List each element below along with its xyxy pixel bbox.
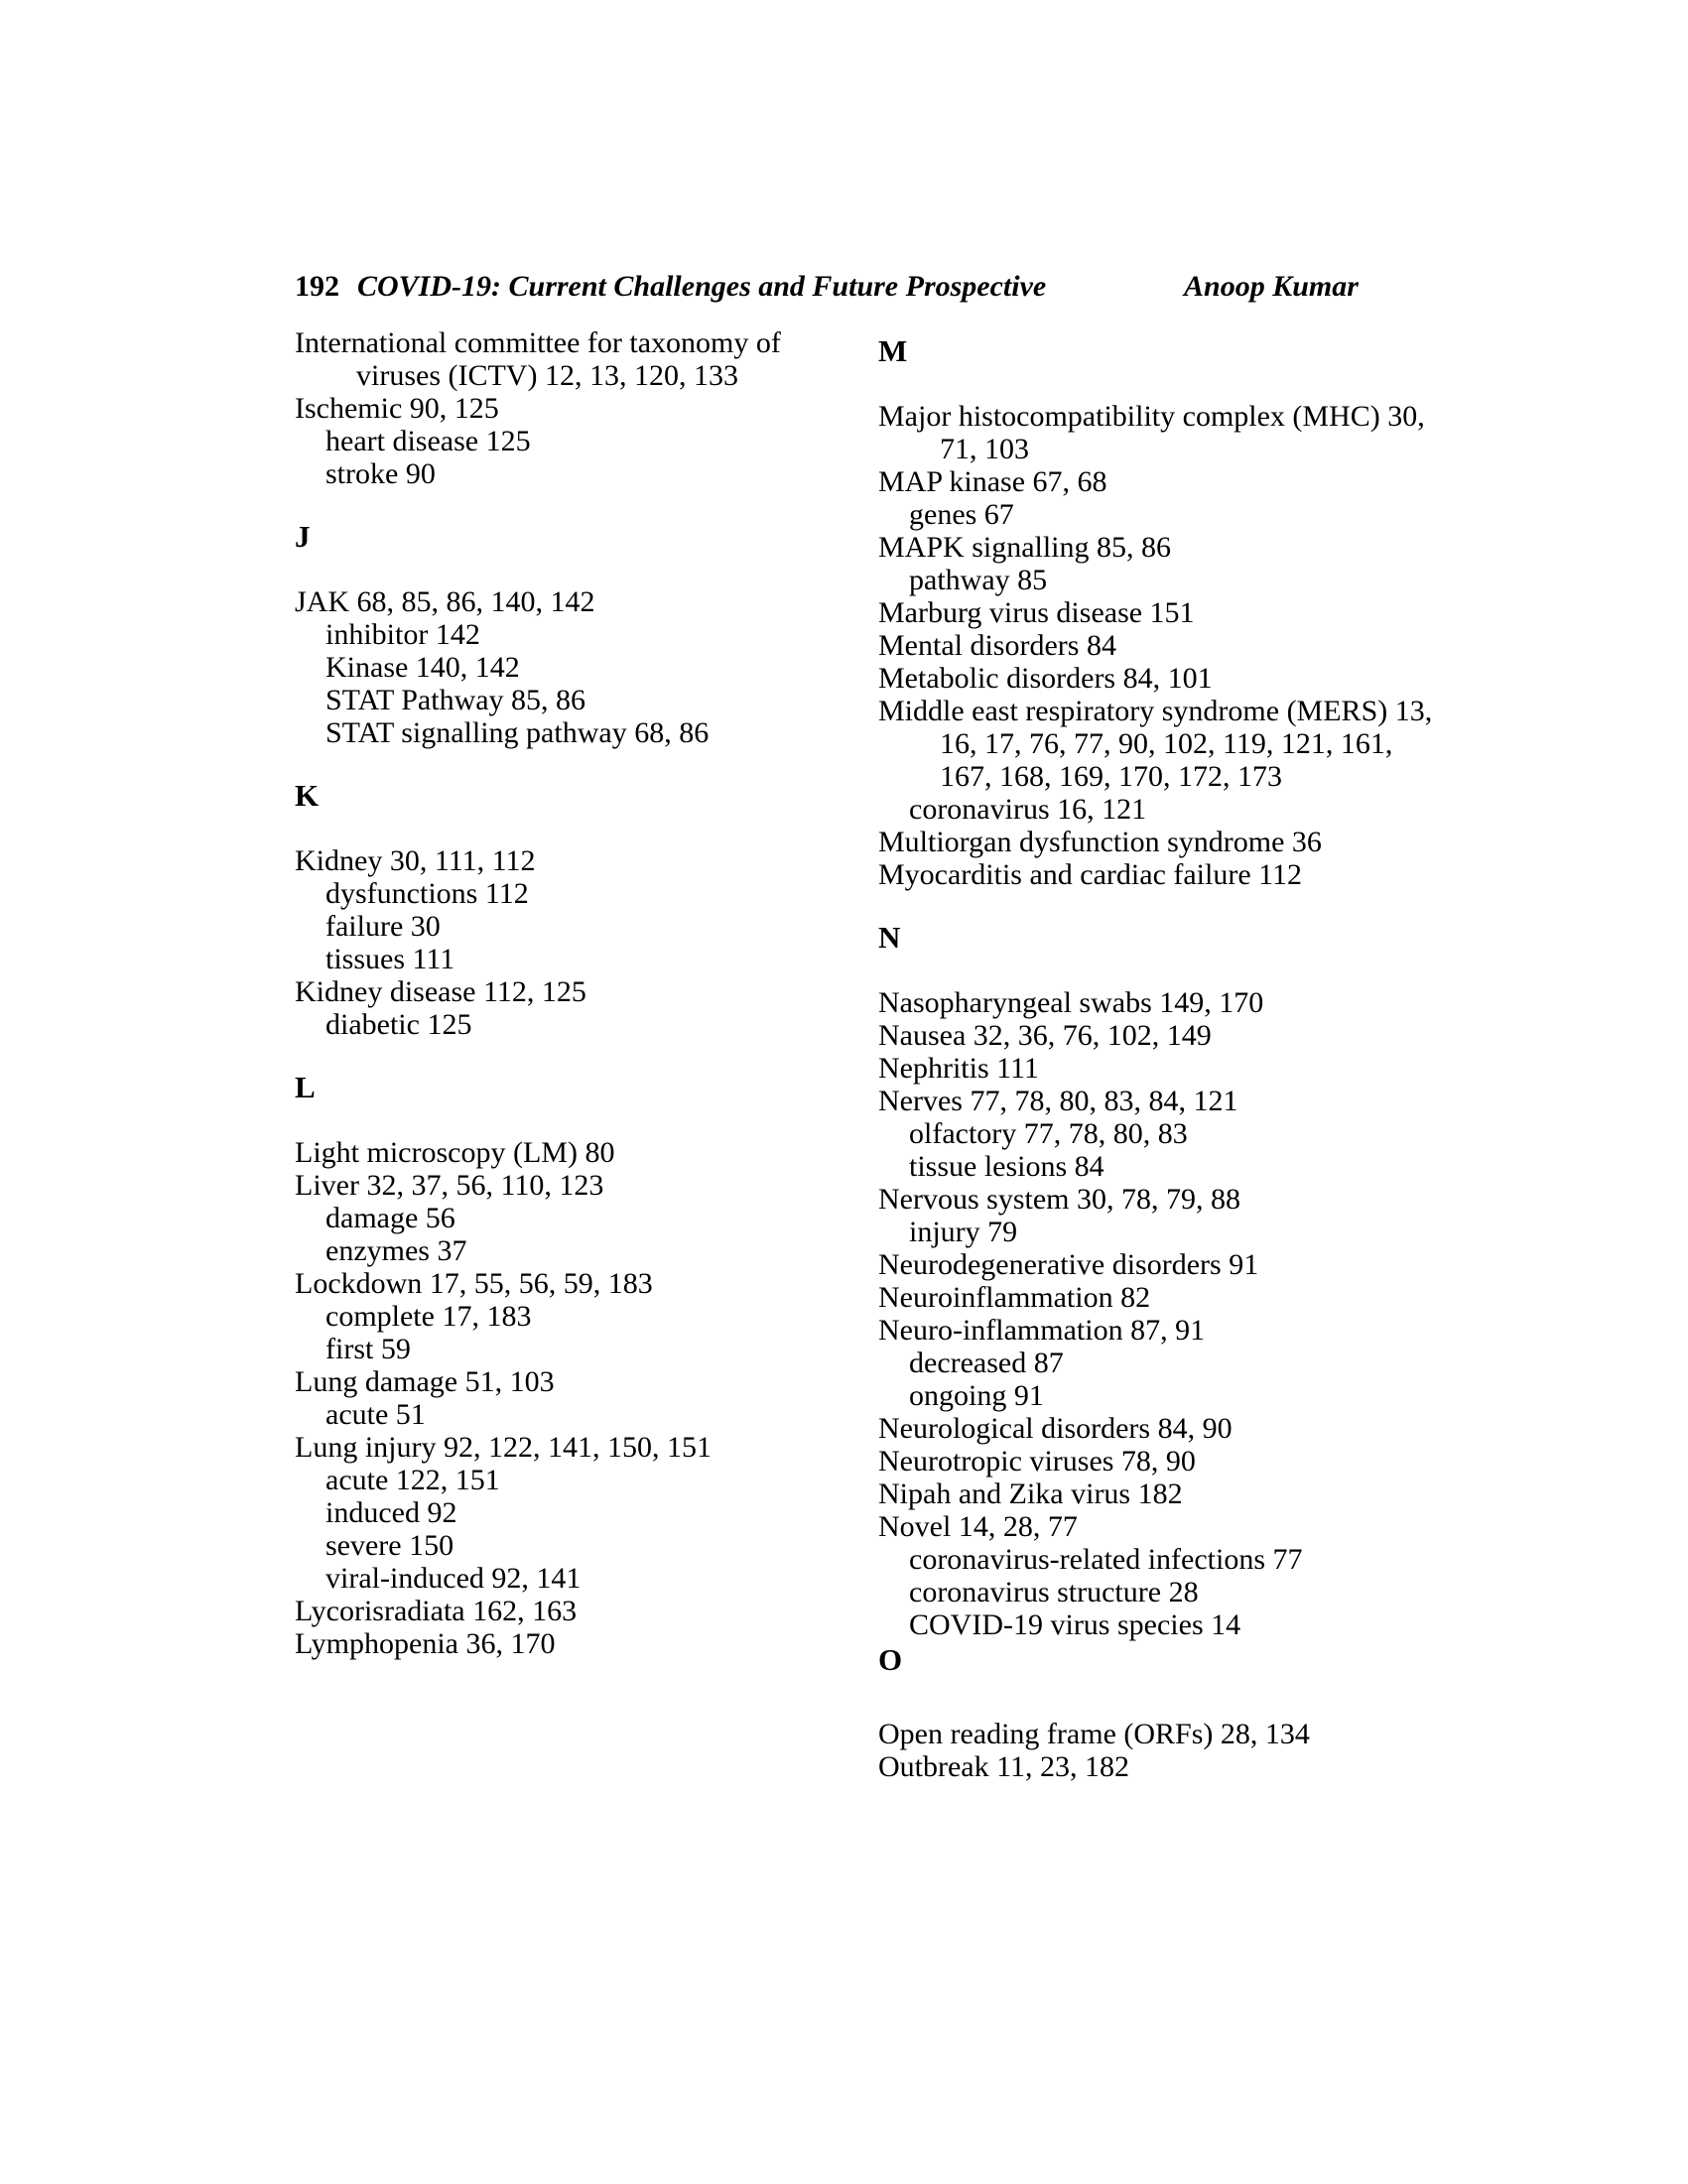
index-entry: pathway 85 — [909, 564, 1048, 596]
index-entry: tissues 111 — [325, 943, 455, 975]
index-entry: COVID-19 virus species 14 — [909, 1608, 1241, 1641]
index-entry: International committee for taxonomy of — [295, 326, 781, 359]
index-entry: 167, 168, 169, 170, 172, 173 — [940, 760, 1282, 793]
index-entry: MAPK signalling 85, 86 — [878, 531, 1172, 564]
index-entry: Kidney disease 112, 125 — [295, 975, 586, 1008]
book-title: COVID-19: Current Challenges and Future Prospective — [357, 270, 1047, 303]
index-entry: Light microscopy (LM) 80 — [295, 1136, 615, 1169]
index-entry: Lung damage 51, 103 — [295, 1365, 555, 1398]
index-entry: coronavirus-related infections 77 — [909, 1543, 1303, 1576]
index-entry: Marburg virus disease 151 — [878, 596, 1195, 629]
index-entry: injury 79 — [909, 1216, 1018, 1248]
index-entry: Myocarditis and cardiac failure 112 — [878, 858, 1303, 891]
index-entry: Nerves 77, 78, 80, 83, 84, 121 — [878, 1085, 1238, 1117]
index-entry: Outbreak 11, 23, 182 — [878, 1750, 1130, 1783]
header-author: Anoop Kumar — [1184, 270, 1359, 303]
index-entry: Major histocompatibility complex (MHC) 30, — [878, 400, 1425, 433]
index-entry: 71, 103 — [940, 433, 1029, 465]
index-entry: Nasopharyngeal swabs 149, 170 — [878, 986, 1264, 1019]
index-entry: ongoing 91 — [909, 1379, 1044, 1412]
index-entry: viruses (ICTV) 12, 13, 120, 133 — [356, 359, 738, 392]
index-entry: STAT signalling pathway 68, 86 — [325, 716, 710, 749]
index-entry: acute 51 — [325, 1398, 426, 1431]
index-entry: inhibitor 142 — [325, 618, 480, 651]
index-entry: viral-induced 92, 141 — [325, 1562, 582, 1595]
section-heading-n: N — [878, 920, 901, 955]
index-entry: failure 30 — [325, 910, 441, 943]
index-entry: MAP kinase 67, 68 — [878, 465, 1107, 498]
index-entry: Neuro-inflammation 87, 91 — [878, 1314, 1206, 1347]
index-entry: complete 17, 183 — [325, 1300, 532, 1333]
index-entry: JAK 68, 85, 86, 140, 142 — [295, 585, 595, 618]
running-header — [295, 270, 1046, 303]
index-entry: decreased 87 — [909, 1347, 1064, 1379]
index-entry: coronavirus 16, 121 — [909, 793, 1147, 826]
index-entry: Lycorisradiata 162, 163 — [295, 1595, 578, 1627]
index-entry: Novel 14, 28, 77 — [878, 1510, 1078, 1543]
index-entry: Multiorgan dysfunction syndrome 36 — [878, 826, 1322, 858]
index-entry: Nausea 32, 36, 76, 102, 149 — [878, 1019, 1212, 1052]
index-entry: induced 92 — [325, 1496, 457, 1529]
index-entry: 16, 17, 76, 77, 90, 102, 119, 121, 161, — [940, 727, 1393, 760]
index-entry: acute 122, 151 — [325, 1464, 500, 1496]
index-entry: Nephritis 111 — [878, 1052, 1039, 1085]
index-entry: Mental disorders 84 — [878, 629, 1116, 662]
index-entry: Lymphopenia 36, 170 — [295, 1627, 556, 1660]
index-entry: tissue lesions 84 — [909, 1150, 1104, 1183]
index-entry: Neuroinflammation 82 — [878, 1281, 1151, 1314]
index-entry: Neurological disorders 84, 90 — [878, 1412, 1233, 1445]
index-entry: Lockdown 17, 55, 56, 59, 183 — [295, 1267, 653, 1300]
index-entry: Neurotropic viruses 78, 90 — [878, 1445, 1196, 1477]
page-number: 192 — [295, 270, 339, 303]
index-entry: enzymes 37 — [325, 1234, 467, 1267]
index-entry: Metabolic disorders 84, 101 — [878, 662, 1213, 695]
index-entry: first 59 — [325, 1333, 411, 1365]
index-entry: diabetic 125 — [325, 1008, 472, 1041]
index-entry: Lung injury 92, 122, 141, 150, 151 — [295, 1431, 712, 1464]
index-entry: Neurodegenerative disorders 91 — [878, 1248, 1259, 1281]
index-entry: Open reading frame (ORFs) 28, 134 — [878, 1718, 1310, 1750]
index-entry: dysfunctions 112 — [325, 877, 529, 910]
index-entry: stroke 90 — [325, 457, 436, 490]
index-entry: Ischemic 90, 125 — [295, 392, 499, 425]
index-entry: severe 150 — [325, 1529, 454, 1562]
index-entry: damage 56 — [325, 1202, 455, 1234]
index-entry: Kidney 30, 111, 112 — [295, 844, 536, 877]
index-entry: Middle east respiratory syndrome (MERS) 13, — [878, 695, 1433, 727]
section-heading-l: L — [295, 1070, 316, 1104]
index-entry: genes 67 — [909, 498, 1014, 531]
index-column-left — [295, 326, 870, 1660]
index-entry: STAT Pathway 85, 86 — [325, 684, 586, 716]
section-heading-k: K — [295, 778, 320, 813]
index-entry: Kinase 140, 142 — [325, 651, 520, 684]
section-heading-m: M — [878, 333, 908, 368]
index-entry: Nervous system 30, 78, 79, 88 — [878, 1183, 1240, 1216]
section-heading-j: J — [295, 519, 311, 554]
index-entry: olfactory 77, 78, 80, 83 — [909, 1117, 1188, 1150]
index-entry: Nipah and Zika virus 182 — [878, 1477, 1183, 1510]
index-entry: coronavirus structure 28 — [909, 1576, 1199, 1608]
index-column-right — [878, 334, 1454, 1783]
index-entry: Liver 32, 37, 56, 110, 123 — [295, 1169, 604, 1202]
index-entry: heart disease 125 — [325, 425, 531, 457]
section-heading-o: O — [878, 1642, 903, 1677]
